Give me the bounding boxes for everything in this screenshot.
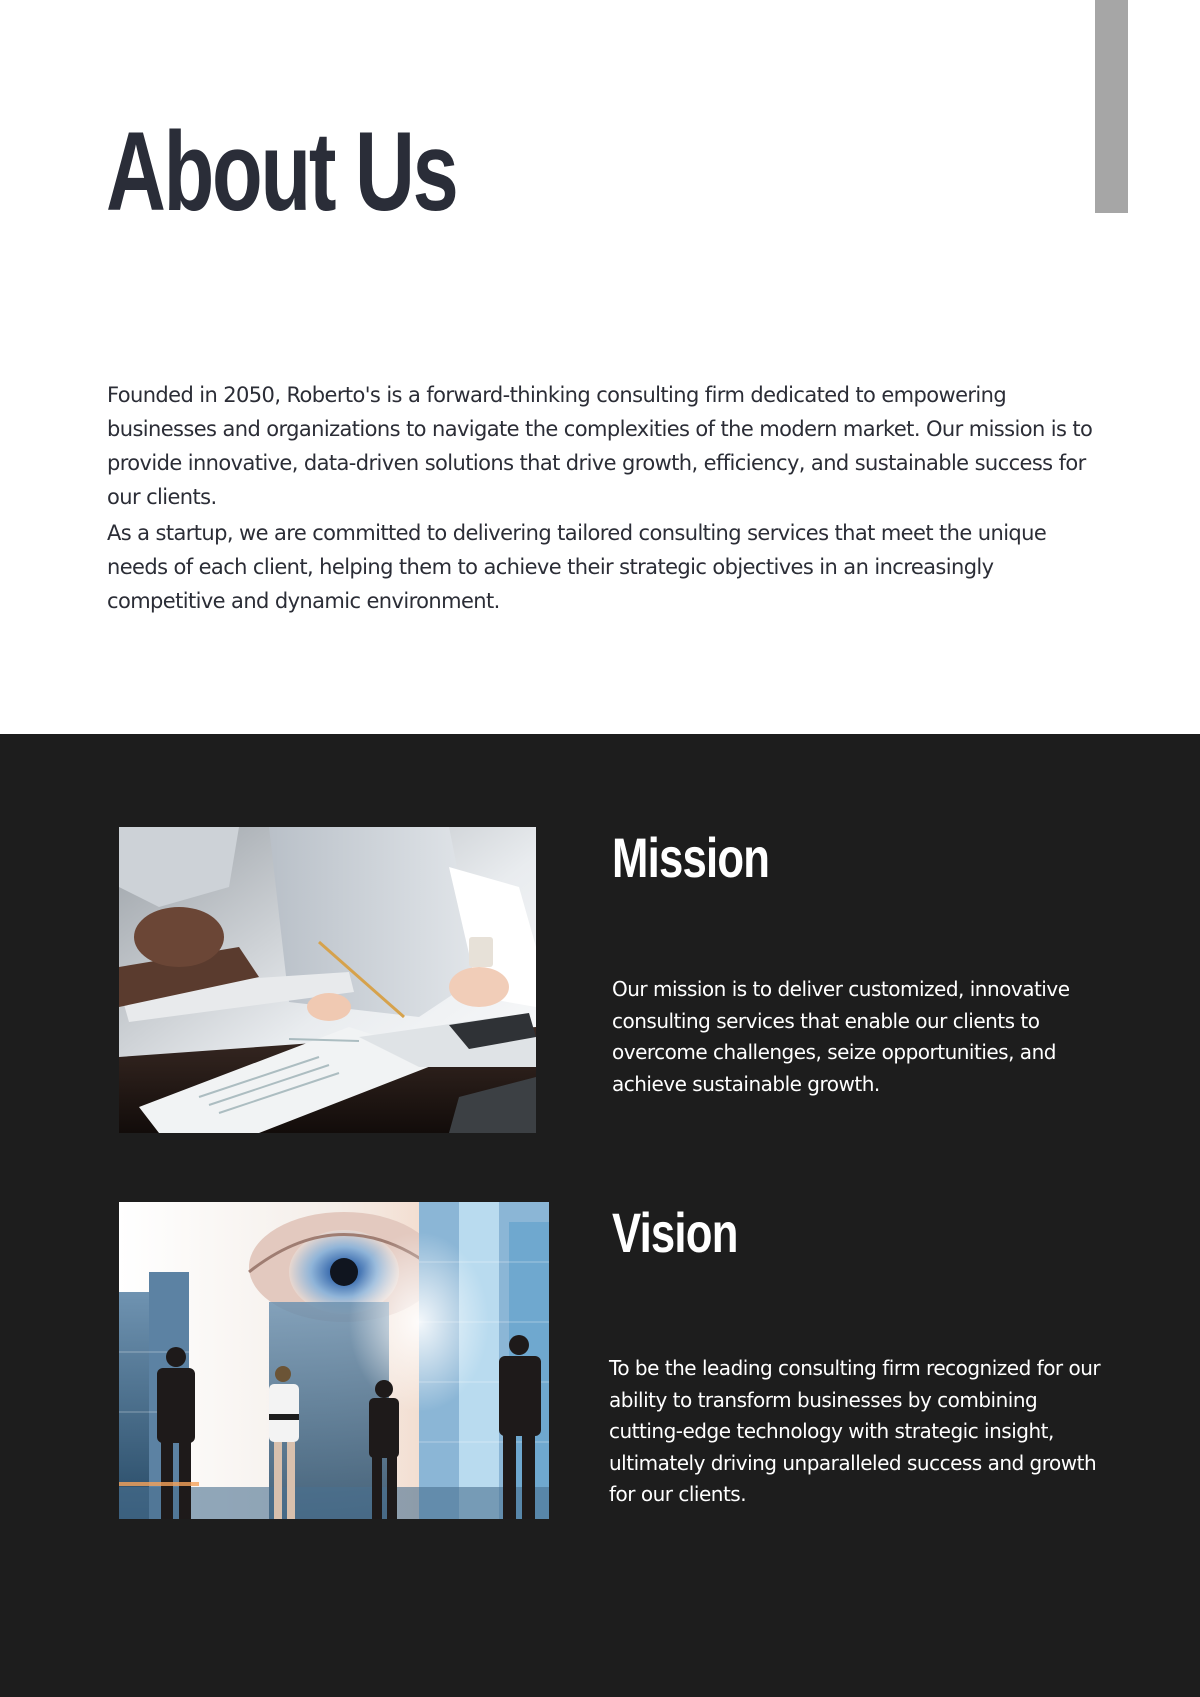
- vision-text: To be the leading consulting firm recognized for our ability to transform businesses by combining cutting-edge technology with strategic insight, ultimately driving unparalleled success and growth for our clients.: [609, 1356, 1101, 1506]
- vision-heading: Vision: [612, 1201, 738, 1264]
- page-title: About Us: [106, 109, 457, 234]
- mission-photo: [119, 827, 536, 1133]
- mission-heading: Mission: [612, 826, 770, 889]
- about-header-section: [0, 0, 1200, 734]
- mission-text: Our mission is to deliver customized, innovative consulting services that enable our clients to overcome challenges, seize opportunities, and achieve sustainable growth.: [612, 977, 1070, 1096]
- intro-paragraph-2: As a startup, we are committed to delivering tailored consulting services that meet the unique needs of each client, helping them to achieve their strategic objectives in an increasingly competitive and dynamic environment.: [107, 521, 1047, 613]
- intro-text: [107, 378, 1097, 618]
- intro-paragraph-1: Founded in 2050, Roberto's is a forward-thinking consulting firm dedicated to empowering businesses and organizations to navigate the complexities of the modern market. Our mission is to provide innovative, data-driven solutions that drive growth, efficiency, and sustainable success for our clients.: [107, 383, 1093, 509]
- vision-photo: [119, 1202, 549, 1519]
- decorative-corner-bar: [1095, 0, 1128, 213]
